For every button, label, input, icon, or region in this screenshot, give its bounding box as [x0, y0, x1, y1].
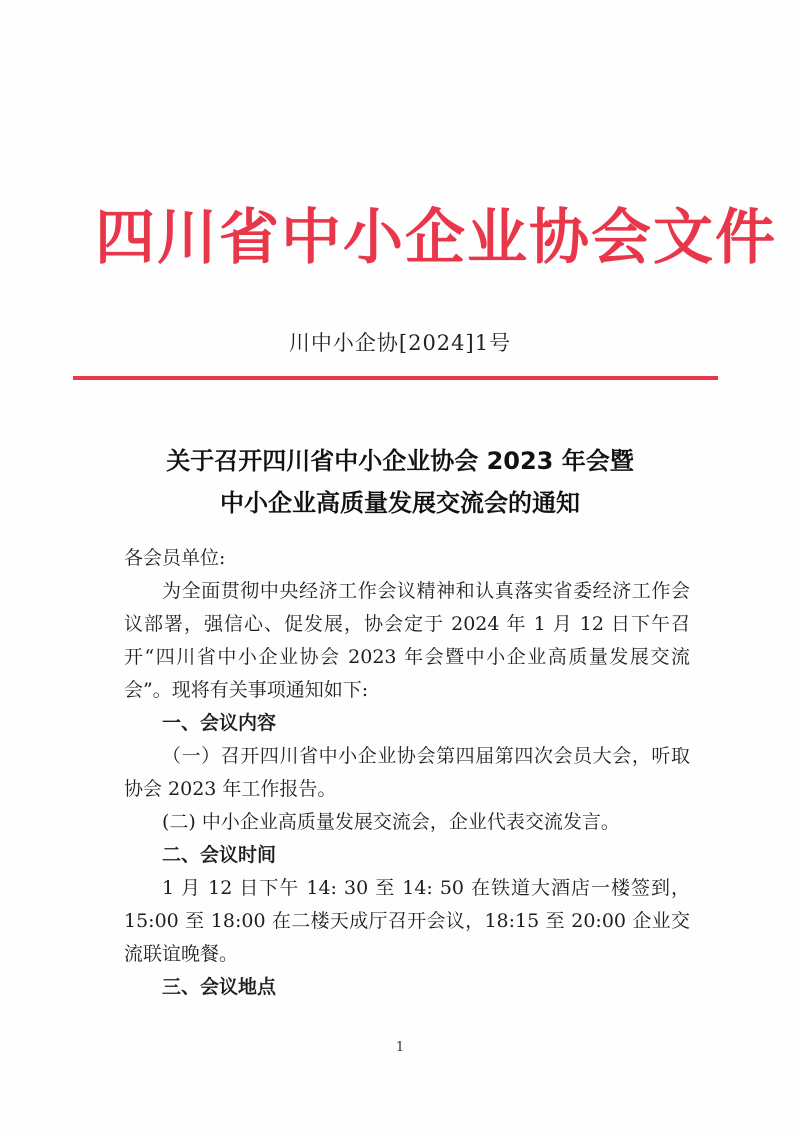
section-3-heading: 三、会议地点: [162, 976, 277, 998]
document-body: [124, 542, 690, 1004]
section-1-item-2: (二) 中小企业高质量发展交流会，企业代表交流发言。: [162, 811, 620, 833]
salutation: 各会员单位:: [124, 547, 226, 569]
section-2-paragraph: 1 月 12 日下午 14: 30 至 14: 50 在铁道大酒店一楼签到，15:00 至 18:00 在二楼天成厅召开会议，18:15 至 20:00 企业交流联谊晚餐。: [124, 877, 690, 965]
page-number: 1: [395, 1040, 405, 1055]
section-2-heading: 二、会议时间: [162, 844, 277, 866]
section-1-item-1: （一）召开四川省中小企业协会第四届第四次会员大会，听取协会 2023 年工作报告。: [124, 745, 690, 800]
red-divider-line: [73, 376, 718, 380]
document-header-title: 四川省中小企业协会文件: [95, 203, 777, 273]
notice-title: [80, 440, 720, 524]
section-1-heading: 一、会议内容: [162, 712, 277, 734]
intro-paragraph: 为全面贯彻中央经济工作会议精神和认真落实省委经济工作会议部署，强信心、促发展，协会定于 2024 年 1 月 12 日下午召开“四川省中小企业协会 2023 年会暨中小企业高质量发展交流会”。现将有关事项通知如下:: [124, 580, 690, 701]
notice-title-line-2: 中小企业高质量发展交流会的通知: [220, 489, 580, 517]
notice-title-line-1: 关于召开四川省中小企业协会 2023 年会暨: [166, 447, 634, 475]
document-number: 川中小企协[2024]1号: [288, 331, 512, 355]
